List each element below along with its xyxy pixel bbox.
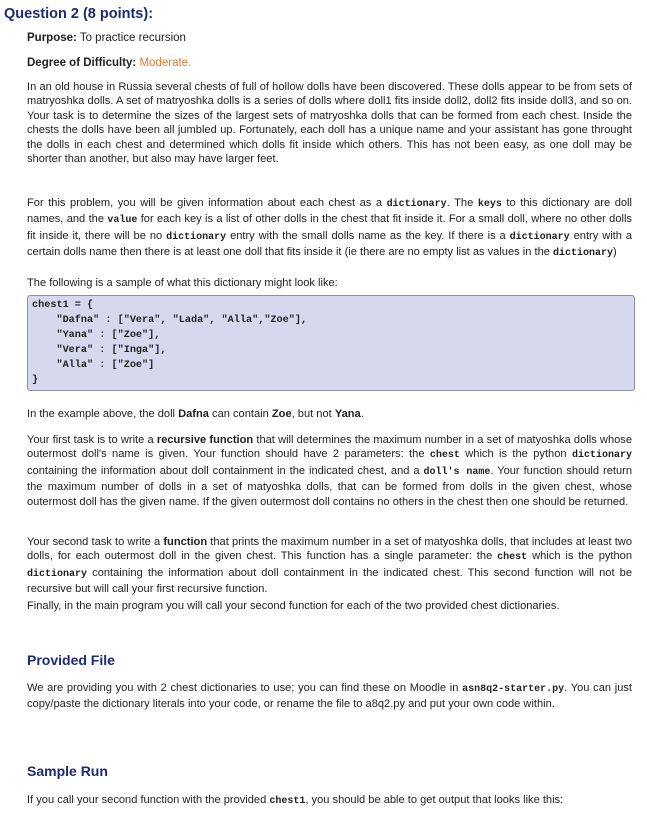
code-line: "Yana" : ["Zoe"], bbox=[32, 330, 161, 341]
example-paragraph: In the example above, the doll Dafna can contain Zoe, but not Yana. bbox=[27, 408, 364, 420]
provided-file-heading: Provided File bbox=[27, 652, 115, 668]
code-line: "Alla" : ["Zoe"] bbox=[32, 360, 155, 371]
code-line: "Dafna" : ["Vera", "Lada", "Alla","Zoe"], bbox=[32, 315, 308, 326]
code-line: chest1 = { bbox=[32, 300, 94, 311]
code-line: "Vera" : ["Inga"], bbox=[32, 345, 167, 356]
question-title: Question 2 (8 points): bbox=[4, 6, 154, 22]
provided-file-paragraph: We are providing you with 2 chest dictionaries to use; you can find these on Moodle in asn8q2-starter.py. You can just copy/paste the dictionary literals into your code, or rename the file to a8q2.py and put your own code within. bbox=[27, 682, 632, 711]
difficulty-line bbox=[27, 57, 191, 69]
problem-paragraph: For this problem, you will be given information about each chest as a dictionary. The keys to this dictionary are doll names, and the value for each key is a list of other dolls in the chest that fit inside it. For a small doll, where no other dolls fit inside it, there will be no dictionary entry with the small dolls name as the key. If there is a dictionary entry with a certain dolls name then there is at least one doll that fits inside it (ie there are no empty list as values in the dictionary) bbox=[27, 197, 633, 260]
difficulty-value: Moderate. bbox=[139, 57, 192, 69]
task1-paragraph: Your first task is to write a recursive function that will determines the maximum number in a set of matyoshka dolls whose outermost doll's name is given. Your function should have 2 parameters: the chest which is the python dictionary containing the information about doll containment in the indicated chest, and a doll's name. Your function should return the maximum number of dolls in a set of matyoshka dolls, that can be formed from dolls in the given chest, whose outermost doll has the given name. If the given outermost doll contains no others in the chest then one should be returned. bbox=[27, 434, 633, 508]
purpose-line bbox=[27, 32, 186, 44]
sample-run-heading: Sample Run bbox=[27, 763, 108, 779]
starter-file-name: asn8q2-starter.py bbox=[462, 684, 565, 695]
code-line: } bbox=[32, 375, 39, 386]
doll-name: Zoe bbox=[271, 408, 292, 420]
sample-run-paragraph: If you call your second function with the provided chest1, you should be able to get output that looks like this: bbox=[27, 794, 564, 807]
keys-term: keys bbox=[477, 199, 502, 210]
value-term: value bbox=[107, 215, 138, 227]
purpose-text: To practice recursion bbox=[79, 32, 186, 44]
sample-intro: The following is a sample of what this dictionary might look like: bbox=[27, 277, 338, 289]
task2-paragraph: Your second task to write a function that prints the maximum number in a set of matyoshka dolls, that includes at least two dolls, for each outermost doll in the given chest. This function has a single parameter: the chest which is the python dictionary containing the information about doll containment in the indicated chest. This second function will not be recursive but will call your first recursive function. bbox=[27, 536, 632, 596]
recursive-function-term: recursive function bbox=[156, 434, 254, 446]
purpose-label: Purpose: bbox=[27, 32, 77, 44]
finally-paragraph: Finally, in the main program you will call your second function for each of the two provided chest dictionaries. bbox=[27, 600, 560, 612]
code-block bbox=[27, 295, 635, 391]
intro-paragraph: In an old house in Russia several chests of full of hollow dolls have been discovered. These dolls appear to be from sets of matryoshka dolls. A set of matryoshka dolls is a series of dolls where doll1 fits inside doll2, doll2 fits inside doll3, and so on. Your task is to determine the sizes of the largest sets of matryoshka dolls that can be formed from each chest. Inside the chests the dolls have been all jumbled up. Fortunately, each doll has a unique name and your assistant has gone throught the dolls in each chest and determined which dolls fit inside which others. This has not been easy, as one doll may be shorter than another, but also may have larger feet. bbox=[27, 81, 632, 166]
function-term: function bbox=[163, 536, 208, 548]
doll-name: Dafna bbox=[178, 408, 209, 420]
difficulty-label: Degree of Difficulty: bbox=[27, 57, 137, 69]
dictionary-term: dictionary bbox=[386, 199, 447, 210]
doll-name: Yana bbox=[334, 408, 361, 420]
